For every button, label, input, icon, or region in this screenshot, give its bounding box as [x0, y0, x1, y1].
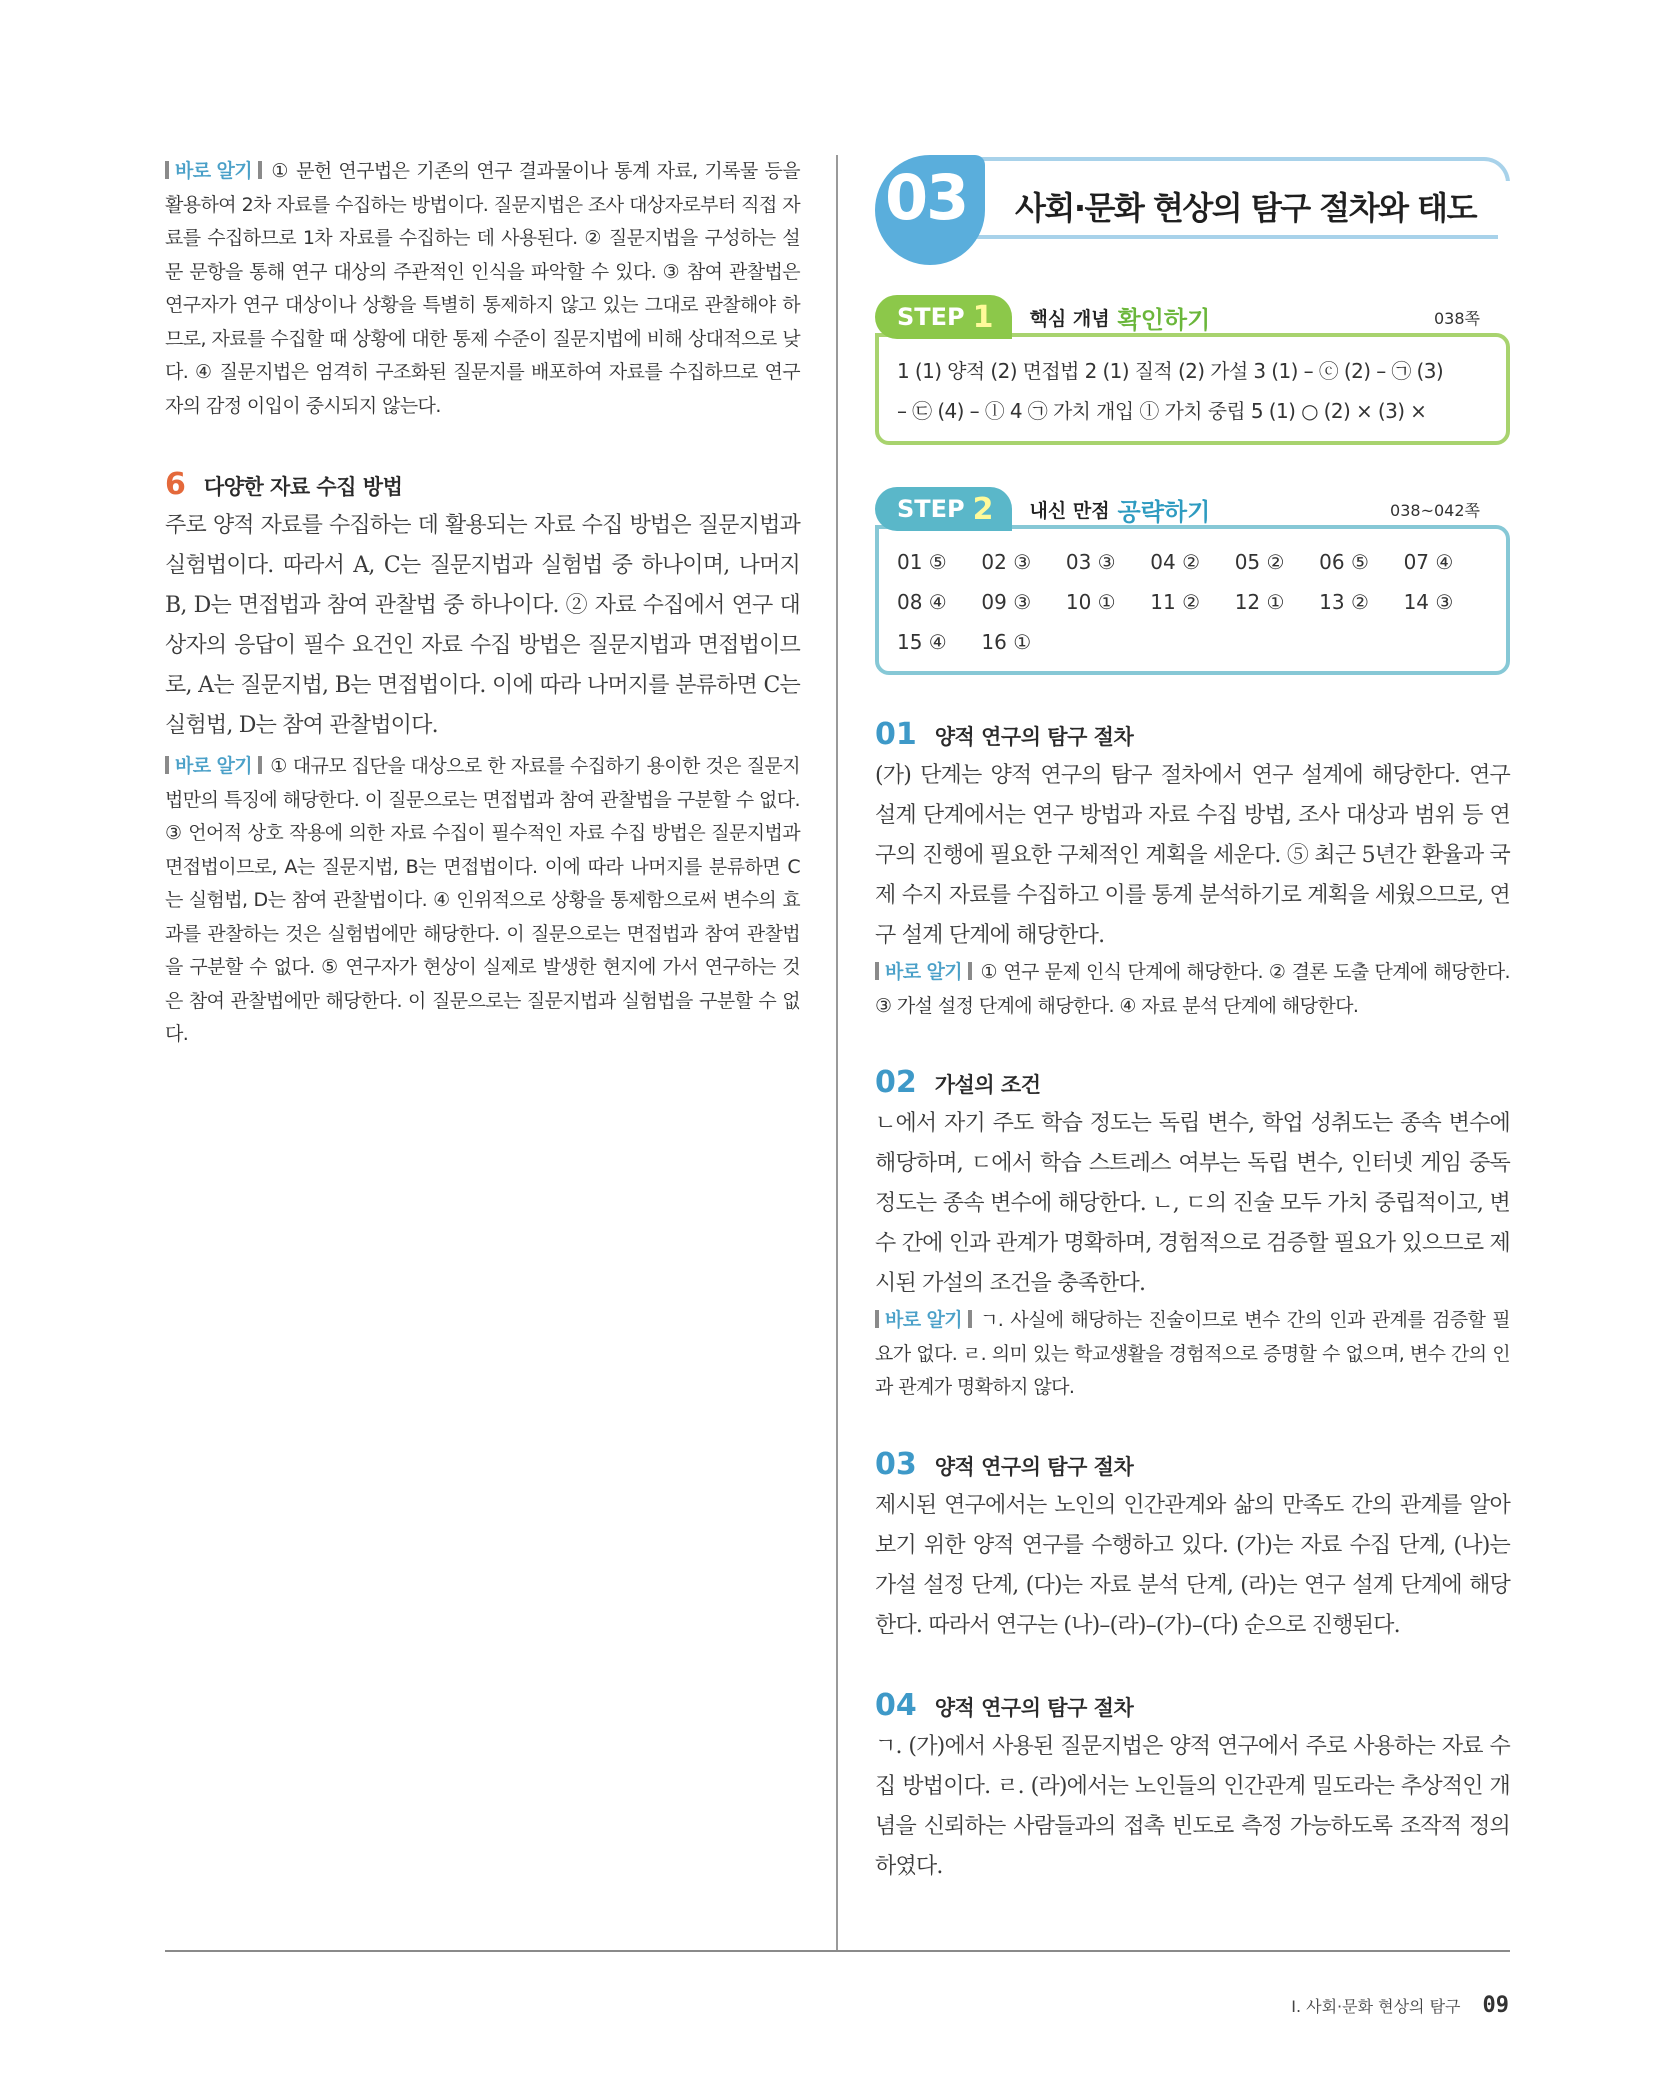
right-column: [875, 155, 1510, 1887]
step-badge-number: 2: [972, 491, 994, 527]
bottom-rule: [165, 1950, 1510, 1952]
step-accent: 확인하기: [1117, 305, 1211, 334]
column-divider: [836, 155, 838, 1950]
question-body: (가) 단계는 양적 연구의 탐구 절차에서 연구 설계에 해당한다. 연구 설계 단계에서는 연구 방법과 자료 수집 방법, 조사 대상과 범위 등 연구의 진행에 필요한 구체적인 계획을 세운다. ⑤ 최근 5년간 환율과 국제 수지 자료를 수집하고 이를 통계 분석하기로 계획을 세웠으므로, 연구 설계 단계에 해당한다.: [875, 763, 1510, 948]
question-body: 제시된 연구에서는 노인의 인간관계와 삶의 만족도 간의 관계를 알아보기 위한 양적 연구를 수행하고 있다. (가)는 자료 수집 단계, (나)는 가설 설정 단계, (다)는 자료 분석 단계, (라)는 연구 설계 단계에 해당한다. 따라서 연구는 (나)–(라)–(가)–(다) 순으로 진행된다.: [875, 1492, 1510, 1638]
question-number: 03: [875, 1446, 917, 1482]
question-body: ㄱ. (가)에서 사용된 질문지법은 양적 연구에서 주로 사용하는 자료 수집 방법이다. ㄹ. (라)에서는 노인들의 인간관계 밀도라는 추상적인 개념을 신뢰하는 사람들과의 접촉 빈도로 측정 가능하도록 조작적 정의하였다.: [875, 1733, 1510, 1879]
step1-box: [875, 295, 1510, 445]
answer-item: 08 ④: [897, 590, 947, 614]
footer-section: I. 사회·문화 현상의 탐구: [1291, 1997, 1461, 2016]
step2-box: [875, 487, 1510, 675]
step-badge-text: STEP: [897, 303, 965, 331]
answer-item: 04 ②: [1150, 550, 1201, 574]
answer-item: 02 ③: [981, 550, 1032, 574]
answer-line: 1 (1) 양적 (2) 면접법 2 (1) 질적 (2) 가설 3 (1) – ⓒ (2) – ㉠ (3): [897, 359, 1444, 383]
step-badge: [875, 487, 1012, 531]
chapter-title: 사회·문화 현상의 탐구 절차와 태도: [1015, 189, 1476, 227]
answer-item: 07 ④: [1403, 550, 1454, 574]
step-answer-box: [875, 525, 1510, 675]
answer-grid: [897, 543, 1488, 661]
step-accent: 공략하기: [1117, 497, 1211, 526]
step-page-ref: 038~042쪽: [1390, 500, 1480, 520]
answer-note-text: ① 연구 문제 인식 단계에 해당한다. ② 결론 도출 단계에 해당한다. ③ 가설 설정 단계에 해당한다. ④ 자료 분석 단계에 해당한다.: [875, 961, 1510, 1017]
answer-item: 01 ⑤: [897, 550, 947, 574]
correction-tag: 바로 알기: [875, 1304, 972, 1338]
step-badge: [875, 295, 1012, 339]
question-heading: [875, 717, 1510, 752]
question-title: 가설의 조건: [934, 1073, 1041, 1097]
answer-item: 06 ⑤: [1319, 550, 1369, 574]
step-label: 내신 만점: [1029, 499, 1110, 522]
answer-item: 12 ①: [1234, 590, 1285, 614]
section-heading: [165, 467, 800, 502]
step-label: 핵심 개념: [1029, 307, 1110, 330]
page-number: 09: [1482, 1993, 1509, 2018]
chapter-banner: [875, 155, 1510, 265]
answer-note-paragraph: [875, 1304, 1510, 1405]
answer-note-paragraph: [165, 750, 800, 1052]
question-number: 04: [875, 1687, 917, 1723]
step-page-ref: 038쪽: [1434, 308, 1480, 328]
question-heading: [875, 1065, 1510, 1100]
page-footer: [1291, 1993, 1509, 2018]
question-heading: [875, 1688, 1510, 1723]
step-badge-number: 1: [972, 299, 994, 335]
answer-item: 10 ①: [1065, 590, 1116, 614]
answer-item: 09 ③: [981, 590, 1032, 614]
answer-item: 03 ③: [1065, 550, 1116, 574]
question-number: 02: [875, 1065, 917, 1100]
section-title: 다양한 자료 수집 방법: [203, 475, 403, 499]
correction-tag: 바로 알기: [165, 155, 262, 189]
answer-note-text: ① 문헌 연구법은 기존의 연구 결과물이나 통계 자료, 기록물 등을 활용하여 2차 자료를 수집하는 방법이다. 질문지법은 조사 대상자로부터 직접 자료를 수집하므로 1차 자료를 수집하는 데 사용된다. ② 질문지법을 구성하는 설문 문항을 통해 연구 대상의 주관적인 인식을 파악할 수 있다. ③ 참여 관찰법은 연구자가 연구 대상이나 상황을 특별히 통제하지 않고 있는 그대로 관찰해야 하므로, 자료를 수집할 때 상황에 대한 통제 수준이 질문지법에 비해 상대적으로 낮다. ④ 질문지법은 엄격히 구조화된 질문지를 배포하여 자료를 수집하므로 연구자의 감정 이입이 중시되지 않는다.: [165, 160, 800, 417]
answer-item: 05 ②: [1234, 550, 1285, 574]
answer-note-text: ㄱ. 사실에 해당하는 진술이므로 변수 간의 인과 관계를 검증할 필요가 없다. ㄹ. 의미 있는 학교생활을 경험적으로 증명할 수 없으며, 변수 간의 인과 관계가 명확하지 않다.: [875, 1309, 1510, 1398]
answer-note-paragraph: [165, 155, 800, 423]
answer-note-text: ① 대규모 집단을 대상으로 한 자료를 수집하기 용이한 것은 질문지법만의 특징에 해당한다. 이 질문으로는 면접법과 참여 관찰법을 구분할 수 없다. ③ 언어적 상호 작용에 의한 자료 수집이 필수적인 자료 수집 방법은 질문지법과 면접법이므로, A는 질문지법, B는 면접법이다. 이에 따라 나머지를 분류하면 C는 실험법, D는 참여 관찰법이다. ④ 인위적으로 상황을 통제함으로써 변수의 효과를 관찰하는 것은 실험법에만 해당한다. 이 질문으로는 면접법과 참여 관찰법을 구분할 수 없다. ⑤ 연구자가 현상이 실제로 발생한 현지에 가서 연구하는 것은 참여 관찰법에만 해당한다. 이 질문으로는 질문지법과 실험법을 구분할 수 없다.: [165, 755, 800, 1045]
question-title: 양적 연구의 탐구 절차: [934, 725, 1134, 749]
question-body: ㄴ에서 자기 주도 학습 정도는 독립 변수, 학업 성취도는 종속 변수에 해당하며, ㄷ에서 학습 스트레스 여부는 독립 변수, 인터넷 게임 중독 정도는 종속 변수에 해당한다. ㄴ, ㄷ의 진술 모두 가치 중립적이고, 변수 간에 인과 관계가 명확하며, 경험적으로 검증할 필요가 있으므로 제시된 가설의 조건을 충족한다.: [875, 1111, 1510, 1296]
chapter-number: 03: [885, 161, 968, 234]
question-number: 01: [875, 717, 917, 752]
section-body: 주로 양적 자료를 수집하는 데 활용되는 자료 수집 방법은 질문지법과 실험법이다. 따라서 A, C는 질문지법과 실험법 중 하나이며, 나머지 B, D는 면접법과 참여 관찰법 중 하나이다. ② 자료 수집에서 연구 대상자의 응답이 필수 요건인 자료 수집 방법은 질문지법과 면접법이므로, A는 질문지법, B는 면접법이다. 이에 따라 나머지를 분류하면 C는 실험법, D는 참여 관찰법이다.: [165, 513, 800, 738]
question-heading: [875, 1447, 1510, 1482]
answer-item: 15 ④: [897, 630, 947, 654]
section-number: 6: [165, 467, 186, 502]
left-column: [165, 155, 800, 1052]
question-title: 양적 연구의 탐구 절차: [934, 1695, 1134, 1720]
answer-item: 11 ②: [1150, 590, 1201, 614]
answer-note-paragraph: [875, 956, 1510, 1023]
question-title: 양적 연구의 탐구 절차: [934, 1454, 1134, 1479]
step-answer-box: [875, 333, 1510, 445]
correction-tag: 바로 알기: [165, 750, 262, 784]
answer-line: – ㉢ (4) – ⓛ 4 ㉠ 가치 개입 ⓛ 가치 중립 5 (1) ○ (2) × (3) ×: [897, 399, 1427, 423]
step-badge-text: STEP: [897, 495, 965, 523]
answer-item: 16 ①: [981, 630, 1032, 654]
answer-item: 13 ②: [1319, 590, 1369, 614]
answer-item: 14 ③: [1403, 590, 1454, 614]
correction-tag: 바로 알기: [875, 956, 972, 990]
